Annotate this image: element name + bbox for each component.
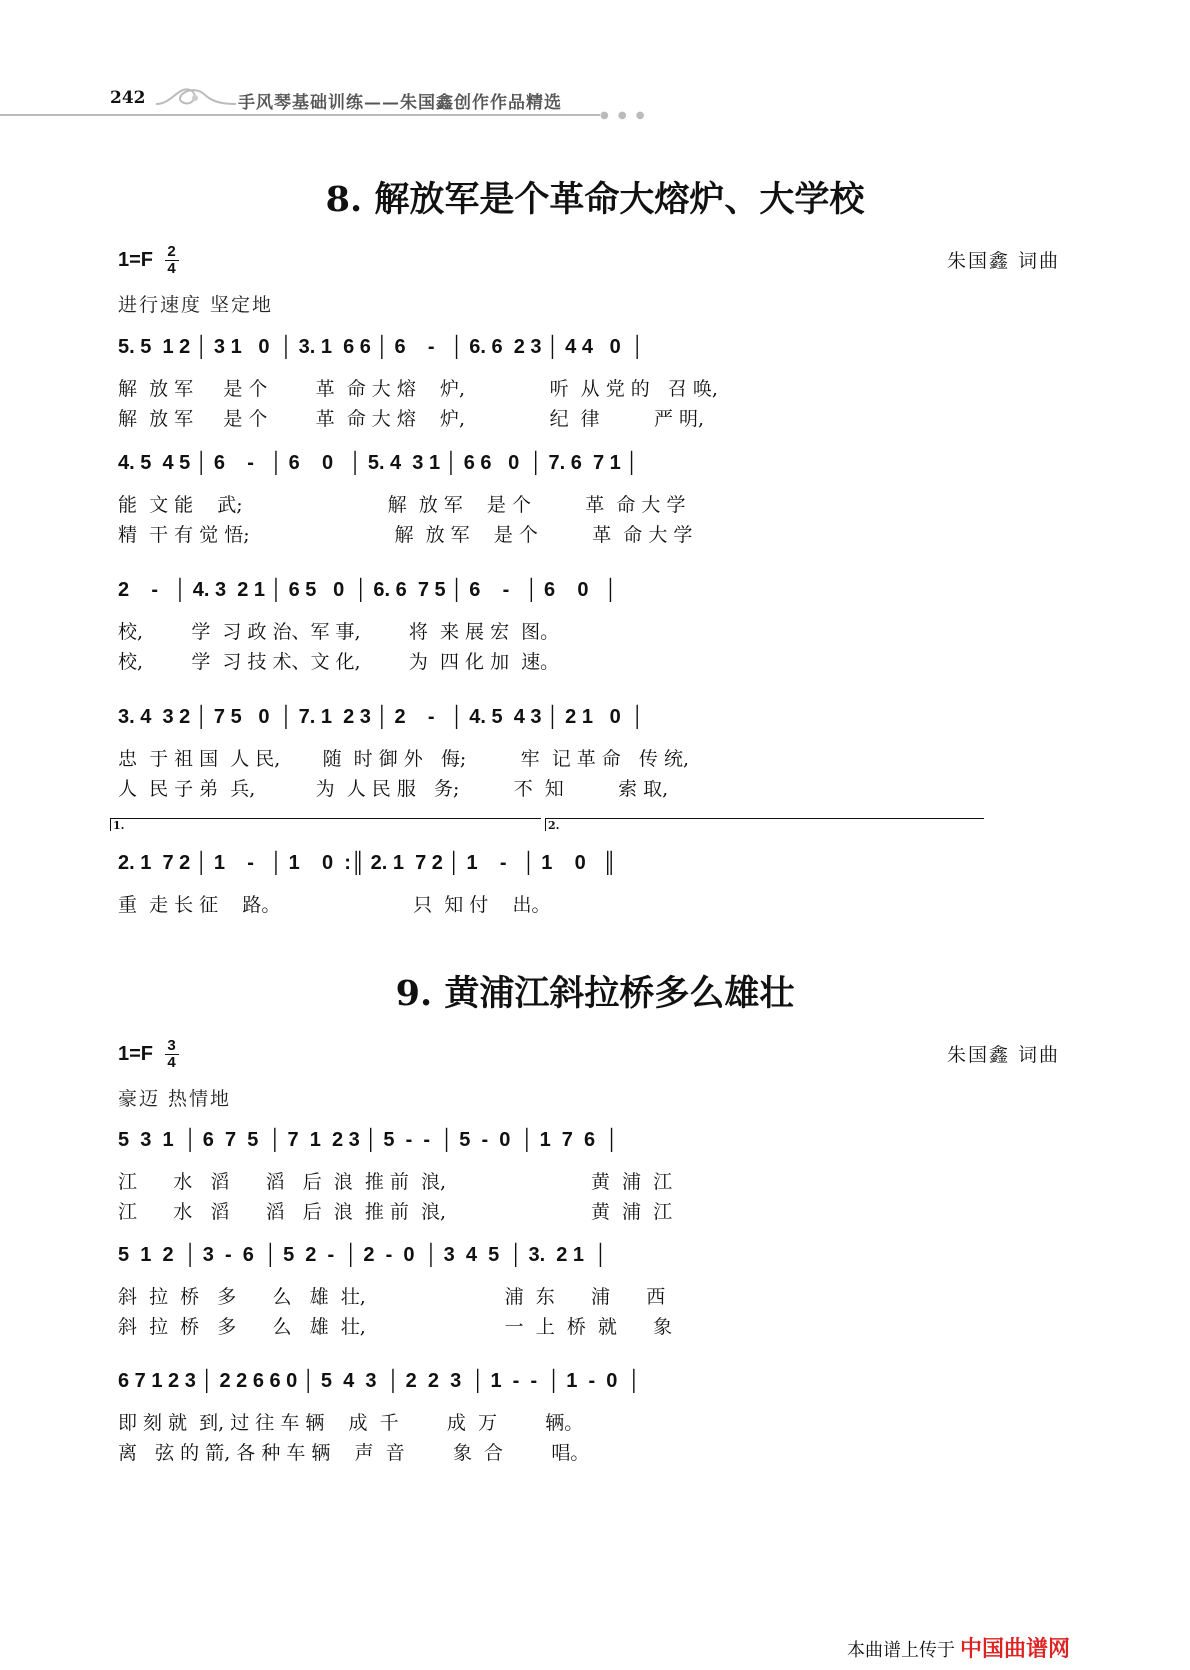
lyric-verse-2: 离 弦 的 箭, 各 种 车 辆 声 音 象 合 唱。 xyxy=(118,1442,590,1464)
time-signature xyxy=(165,244,179,277)
lyric-verse-1: 即 刻 就 到, 过 往 车 辆 成 千 成 万 辆。 xyxy=(118,1412,584,1434)
book-title: 手风琴基础训练——朱国鑫创作作品精选 xyxy=(238,93,562,113)
lyric-verse-1: 江 水 滔 滔 后 浪 推 前 浪, 黄 浦 江 xyxy=(118,1171,673,1193)
lyric-verse-1: 斜 拉 桥 多 么 雄 壮, 浦 东 浦 西 xyxy=(118,1286,666,1308)
lyric-verse-2: 校, 学 习 技 术、文 化, 为 四 化 加 速。 xyxy=(118,651,560,673)
notes-line: 4. 5 4 5 │ 6 - │ 6 0 │ 5. 4 3 1 │ 6 6 0 │ 7. 6 7 1 │ xyxy=(118,452,639,474)
song-title: 9. 黄浦江斜拉桥多么雄壮 xyxy=(395,973,795,1014)
site-logo[interactable]: 中国曲谱网 xyxy=(959,1636,1070,1661)
ornament-icon xyxy=(152,80,238,116)
footer-upload-text: 本曲谱上传于 xyxy=(846,1640,955,1660)
volta-first-ending: 1. xyxy=(110,818,541,831)
header-divider xyxy=(0,114,600,116)
lyric-verse-2: 精 干 有 觉 悟; 解 放 军 是 个 革 命 大 学 xyxy=(118,524,693,546)
time-top: 3 xyxy=(167,1037,176,1054)
notes-line: 5 1 2 │ 3 - 6 │ 5 2 - │ 2 - 0 │ 3 4 5 │ 3. 2 1 │ xyxy=(118,1244,608,1266)
tempo-marking: 进行速度 坚定地 xyxy=(118,294,274,316)
lyric-verse-1: 解 放 军 是 个 革 命 大 熔 炉, 听 从 党 的 召 唤, xyxy=(118,378,718,400)
notes-line: 5 3 1 │ 6 7 5 │ 7 1 2 3 │ 5 - - │ 5 - 0 │ 1 7 6 │ xyxy=(118,1129,619,1151)
page-number: 242 xyxy=(110,88,146,108)
key-label: 1=F xyxy=(118,1042,154,1065)
lyric-verse-1: 校, 学 习 政 治、军 事, 将 来 展 宏 图。 xyxy=(118,621,560,643)
key-label: 1=F xyxy=(118,248,154,271)
notes-line: 2 - │ 4. 3 2 1 │ 6 5 0 │ 6. 6 7 5 │ 6 - │ 6 0 │ xyxy=(118,579,618,601)
notes-line: 2. 1 7 2 │ 1 - │ 1 0 :║ 2. 1 7 2 │ 1 - │ 1 0 ║ xyxy=(118,852,617,874)
lyric-verse-2: 斜 拉 桥 多 么 雄 壮, 一 上 桥 就 象 xyxy=(118,1316,673,1338)
time-bottom: 4 xyxy=(167,260,176,277)
lyric-verse-2: 江 水 滔 滔 后 浪 推 前 浪, 黄 浦 江 xyxy=(118,1201,673,1223)
footer-credit xyxy=(847,1632,1070,1663)
time-bottom: 4 xyxy=(167,1054,176,1071)
lyric-verse-2: 人 民 子 弟 兵, 为 人 民 服 务; 不 知 索 取, xyxy=(118,778,669,800)
lyric-verse-1: 重 走 长 征 路。 只 知 付 出。 xyxy=(118,894,551,916)
notes-line: 6 7 1 2 3 │ 2 2 6 6 0 │ 5 4 3 │ 2 2 3 │ 1 - - │ 1 - 0 │ xyxy=(118,1370,642,1392)
header-dots: ● ● ● xyxy=(600,110,648,121)
key-signature xyxy=(118,244,179,277)
lyric-verse-2: 解 放 军 是 个 革 命 大 熔 炉, 纪 律 严 明, xyxy=(118,408,705,430)
lyric-verse-1: 忠 于 祖 国 人 民, 随 时 御 外 侮; 牢 记 革 命 传 统, xyxy=(118,748,689,770)
song-title: 8. 解放军是个革命大熔炉、大学校 xyxy=(325,179,865,220)
lyric-verse-1: 能 文 能 武; 解 放 军 是 个 革 命 大 学 xyxy=(118,494,686,516)
volta-second-ending: 2. xyxy=(545,818,984,831)
key-signature xyxy=(118,1038,179,1071)
composer: 朱国鑫 词曲 xyxy=(946,1044,1060,1066)
tempo-marking: 豪迈 热情地 xyxy=(118,1088,232,1110)
time-signature xyxy=(165,1038,179,1071)
notes-line: 3. 4 3 2 │ 7 5 0 │ 7. 1 2 3 │ 2 - │ 4. 5 4 3 │ 2 1 0 │ xyxy=(118,706,645,728)
notes-line: 5. 5 1 2 │ 3 1 0 │ 3. 1 6 6 │ 6 - │ 6. 6 2 3 │ 4 4 0 │ xyxy=(118,336,645,358)
composer: 朱国鑫 词曲 xyxy=(946,250,1060,272)
time-top: 2 xyxy=(167,243,176,260)
